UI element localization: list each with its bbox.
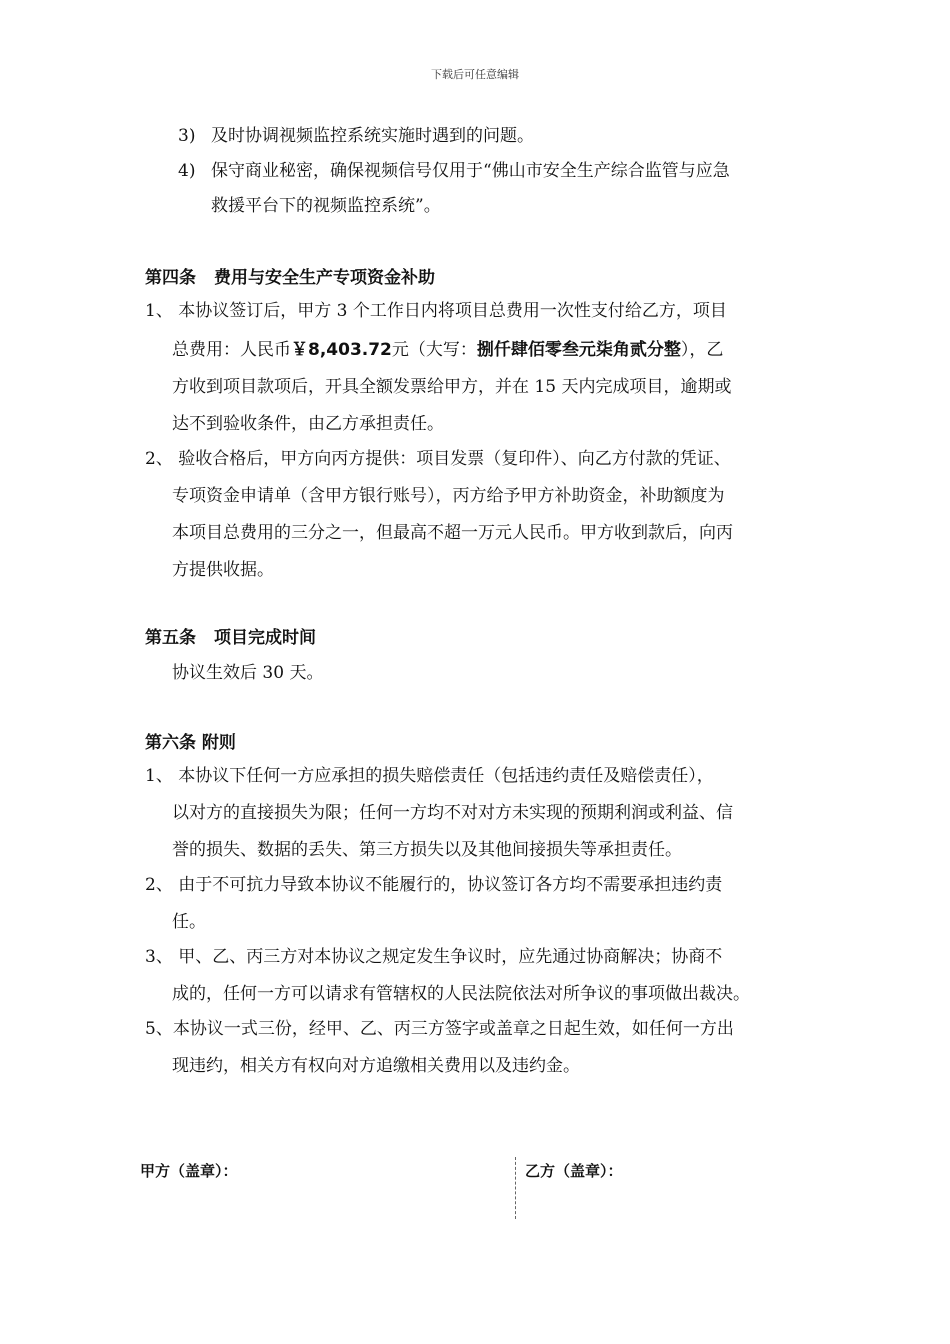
article-4-clause-1-line-1: 1、 本协议签订后，甲方 3 个工作日内将项目总费用一次性支付给乙方，项目 [145,301,727,321]
list-item-4-text: 保守商业秘密，确保视频信号仅用于“佛山市安全生产综合监管与应急 [211,161,730,181]
list-item-4-continuation: 救援平台下的视频监控系统”。 [211,196,441,216]
article-6-clause-1-line-3: 誉的损失、数据的丢失、第三方损失以及其他间接损失等承担责任。 [172,840,682,860]
article-4-clause-1-line-3: 方收到项目款项后，开具全额发票给甲方，并在 15 天内完成项目，逾期或 [172,377,732,397]
fee-line-end: ），乙 [680,340,724,360]
article-6-clause-2-line-2: 任。 [172,912,206,932]
article-6-clause-2-line-1: 2、 由于不可抗力导致本协议不能履行的，协议签订各方均不需要承担违约责 [145,875,723,895]
article-4-number: 第四条 [145,268,196,288]
party-b-signature-label: 乙方（盖章）： [525,1162,623,1180]
fee-amount-words: 捌仟肆佰零叁元柒角贰分整 [476,340,681,360]
signature-divider [515,1157,516,1219]
list-item-3-text: 及时协调视频监控系统实施时遇到的问题。 [211,126,534,146]
article-6-clause-5-line-2: 现违约，相关方有权向对方追缴相关费用以及违约金。 [172,1056,580,1076]
article-4-clause-2-line-1: 2、 验收合格后，甲方向丙方提供：项目发票（复印件）、向乙方付款的凭证、 [145,449,731,469]
article-4-title: 费用与安全生产专项资金补助 [214,268,435,288]
page-header-note: 下载后可任意编辑 [431,68,519,81]
article-6-clause-3-line-2: 成的，任何一方可以请求有管辖权的人民法院依法对所争议的事项做出裁决。 [172,984,750,1004]
article-5-text: 协议生效后 30 天。 [172,663,324,683]
article-4-clause-2-line-2: 专项资金申请单（含甲方银行账号），丙方给予甲方补助资金，补助额度为 [172,486,725,506]
fee-amount: ￥8,403.72 [291,340,392,360]
article-4-clause-2-line-4: 方提供收据。 [172,560,274,580]
article-4-clause-1-line-2 [172,332,723,369]
article-4-heading [145,266,435,290]
fee-label: 总费用：人民币 [172,340,291,360]
article-6-heading: 第六条 附则 [145,733,236,753]
article-5-heading [145,626,316,650]
fee-words-label: 元（大写： [391,340,477,360]
article-5-number: 第五条 [145,628,196,648]
article-6-clause-5-line-1: 5、本协议一式三份，经甲、乙、丙三方签字或盖章之日起生效，如任何一方出 [145,1019,734,1039]
party-a-signature-label: 甲方（盖章）： [140,1162,238,1180]
article-6-clause-1-line-2: 以对方的直接损失为限；任何一方均不对对方未实现的预期利润或利益、信 [172,803,733,823]
list-item-4-number: 4) [178,161,196,181]
article-5-title: 项目完成时间 [214,628,316,648]
article-6-clause-1-line-1: 1、 本协议下任何一方应承担的损失赔偿责任（包括违约责任及赔偿责任）， [145,766,714,786]
list-item-3-number: 3) [178,126,196,146]
article-4-clause-2-line-3: 本项目总费用的三分之一，但最高不超一万元人民币。甲方收到款后，向丙 [172,523,733,543]
article-6-clause-3-line-1: 3、 甲、乙、丙三方对本协议之规定发生争议时，应先通过协商解决；协商不 [145,947,723,967]
article-4-clause-1-line-4: 达不到验收条件，由乙方承担责任。 [172,414,444,434]
